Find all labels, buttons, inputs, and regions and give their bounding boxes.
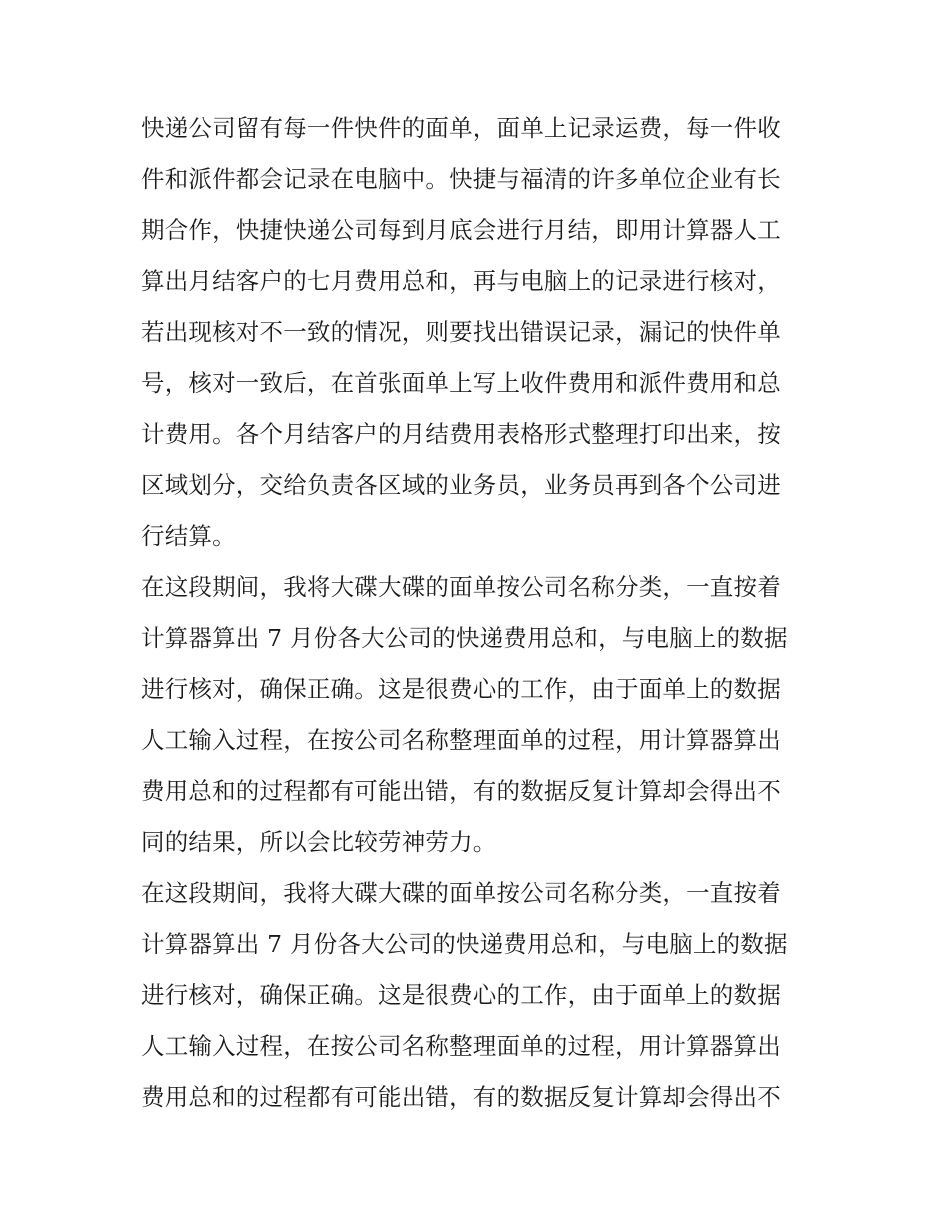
text-line: 人工输入过程，在按公司名称整理面单的过程，用计算器算出	[141, 1032, 781, 1060]
text-line: 算出月结客户的七月费用总和，再与电脑上的记录进行核对，	[141, 267, 781, 295]
text-line: 件和派件都会记录在电脑中。快捷与福清的许多单位企业有长	[141, 165, 781, 193]
text-line: 同的结果，所以会比较劳神劳力。	[141, 828, 497, 856]
text-line: 进行核对，确保正确。这是很费心的工作，由于面单上的数据	[141, 981, 781, 1009]
paragraph-3	[141, 868, 821, 1123]
text-line: 若出现核对不一致的情况，则要找出错误记录，漏记的快件单	[141, 318, 781, 346]
text-line: 费用总和的过程都有可能出错，有的数据反复计算却会得出不	[141, 777, 781, 805]
text-line: 在这段期间，我将大碟大碟的面单按公司名称分类，一直按着	[141, 879, 781, 907]
text-line: 号，核对一致后，在首张面单上写上收件费用和派件费用和总	[141, 369, 781, 397]
text-line: 费用总和的过程都有可能出错，有的数据反复计算却会得出不	[141, 1083, 781, 1111]
paragraph-2	[141, 562, 821, 868]
text-line: 人工输入过程，在按公司名称整理面单的过程，用计算器算出	[141, 726, 781, 754]
text-line: 在这段期间，我将大碟大碟的面单按公司名称分类，一直按着	[141, 573, 781, 601]
text-line: 进行核对，确保正确。这是很费心的工作，由于面单上的数据	[141, 675, 781, 703]
text-line: 区域划分，交给负责各区域的业务员，业务员再到各个公司进	[141, 471, 781, 499]
text-line: 期合作，快捷快递公司每到月底会进行月结，即用计算器人工	[141, 216, 781, 244]
paragraph-1	[141, 103, 821, 562]
text-line: 快递公司留有每一件快件的面单，面单上记录运费，每一件收	[141, 114, 781, 142]
text-line: 计算器算出 7 月份各大公司的快递费用总和，与电脑上的数据	[141, 930, 788, 958]
document-body	[141, 103, 821, 1123]
text-line: 行结算。	[141, 522, 236, 550]
text-line: 计费用。各个月结客户的月结费用表格形式整理打印出来，按	[141, 420, 781, 448]
text-line: 计算器算出 7 月份各大公司的快递费用总和，与电脑上的数据	[141, 624, 788, 652]
